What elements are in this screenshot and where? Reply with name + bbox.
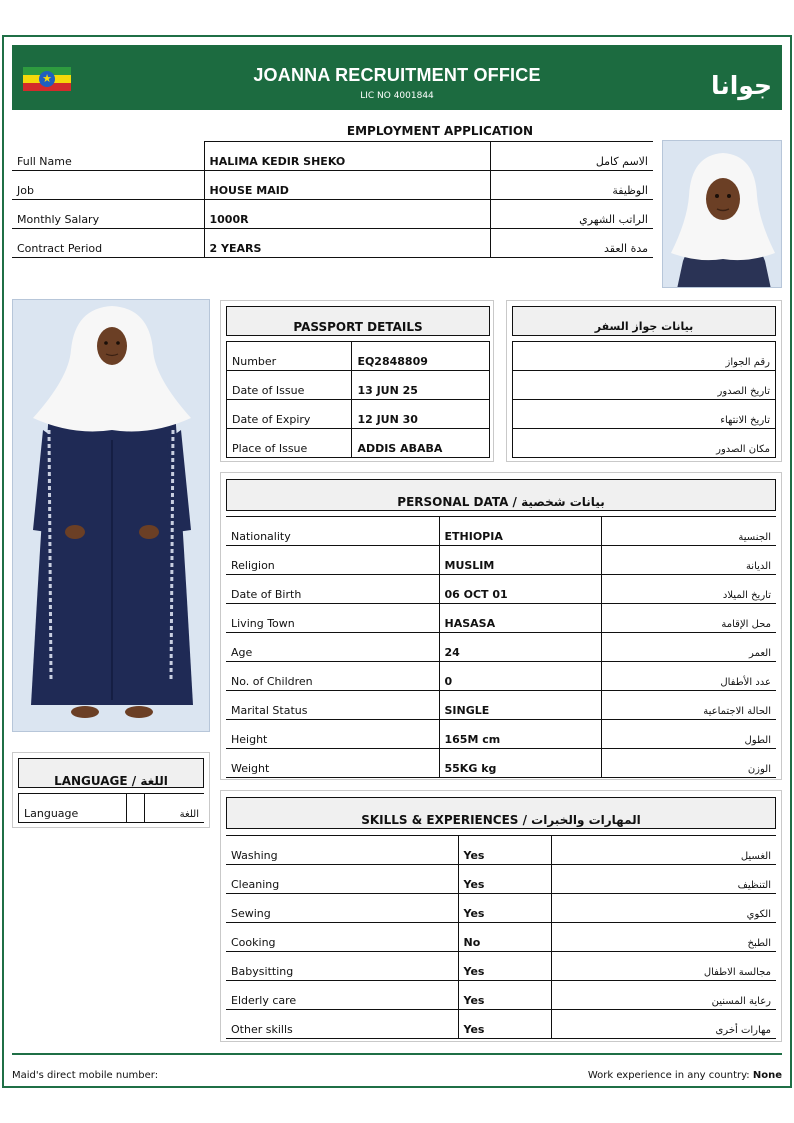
summary-arabic: الوظيفة	[490, 171, 653, 200]
summary-arabic: مدة العقد	[490, 229, 653, 258]
summary-value: HOUSE MAID	[204, 171, 490, 200]
table-row	[12, 200, 653, 229]
passport-arabic-label: رقم الجواز	[513, 342, 776, 371]
skill-arabic: الطبخ	[551, 923, 776, 952]
table-row	[226, 517, 776, 546]
work-experience	[588, 1070, 782, 1081]
skill-value: Yes	[458, 865, 551, 894]
table-row	[227, 429, 490, 458]
language-arabic: اللغة	[144, 794, 204, 823]
skill-label: Other skills	[226, 1010, 458, 1039]
summary-label: Job	[12, 171, 204, 200]
skills-title: SKILLS & EXPERIENCES / المهارات والخبرات	[226, 797, 776, 829]
passport-value: ADDIS ABABA	[352, 429, 490, 458]
skill-label: Washing	[226, 836, 458, 865]
table-row	[227, 342, 490, 371]
table-row	[19, 794, 205, 823]
personal-arabic: الطول	[601, 720, 776, 749]
personal-label: Date of Birth	[226, 575, 439, 604]
personal-label: Living Town	[226, 604, 439, 633]
passport-label: Place of Issue	[227, 429, 352, 458]
personal-label: Marital Status	[226, 691, 439, 720]
personal-value: SINGLE	[439, 691, 601, 720]
summary-label: Contract Period	[12, 229, 204, 258]
language-title: LANGUAGE / اللغة	[18, 758, 204, 788]
table-row	[226, 865, 776, 894]
personal-arabic: عدد الأطفال	[601, 662, 776, 691]
summary-arabic: الاسم كامل	[490, 142, 653, 171]
license-number: LIC NO 4001844	[360, 91, 434, 101]
summary-value: 2 YEARS	[204, 229, 490, 258]
table-row	[226, 952, 776, 981]
skill-arabic: مهارات أخرى	[551, 1010, 776, 1039]
language-value	[126, 794, 144, 823]
passport-value: 12 JUN 30	[352, 400, 490, 429]
table-row	[226, 575, 776, 604]
table-row	[227, 371, 490, 400]
skill-label: Cleaning	[226, 865, 458, 894]
ethiopia-flag-icon: ★	[23, 67, 71, 91]
header-banner	[12, 45, 782, 110]
table-row	[226, 691, 776, 720]
skill-label: Babysitting	[226, 952, 458, 981]
work-experience-label: Work experience in any country:	[587, 1070, 750, 1081]
passport-table	[226, 341, 490, 458]
summary-arabic: الراتب الشهري	[490, 200, 653, 229]
skill-value: Yes	[458, 952, 551, 981]
portrait-photo	[662, 140, 782, 288]
language-label: Language	[19, 794, 127, 823]
language-table	[18, 793, 204, 823]
table-row	[12, 229, 653, 258]
table-row	[513, 371, 776, 400]
table-row	[226, 546, 776, 575]
personal-arabic: العمر	[601, 633, 776, 662]
table-row	[226, 894, 776, 923]
document-title: EMPLOYMENT APPLICATION	[346, 124, 534, 138]
skill-label: Cooking	[226, 923, 458, 952]
skill-arabic: الغسيل	[551, 836, 776, 865]
skill-value: Yes	[458, 894, 551, 923]
footer-divider	[12, 1053, 782, 1055]
office-arabic-name: جوانا	[710, 71, 772, 100]
passport-arabic-label: تاريخ الصدور	[513, 371, 776, 400]
personal-data-table	[226, 516, 776, 778]
summary-label: Monthly Salary	[12, 200, 204, 229]
table-row	[226, 1010, 776, 1039]
skill-value: Yes	[458, 1010, 551, 1039]
skill-value: No	[458, 923, 551, 952]
skill-value: Yes	[458, 981, 551, 1010]
table-row	[226, 604, 776, 633]
personal-arabic: تاريخ الميلاد	[601, 575, 776, 604]
personal-value: 24	[439, 633, 601, 662]
table-row	[226, 836, 776, 865]
skill-arabic: رعاية المسنين	[551, 981, 776, 1010]
personal-value: 06 OCT 01	[439, 575, 601, 604]
mobile-number-label: Maid's direct mobile number:	[12, 1070, 159, 1081]
table-row	[12, 142, 653, 171]
passport-value: EQ2848809	[352, 342, 490, 371]
passport-arabic-table	[512, 341, 776, 458]
table-row	[513, 342, 776, 371]
personal-data-title: PERSONAL DATA / بيانات شخصية	[226, 479, 776, 511]
personal-value: HASASA	[439, 604, 601, 633]
summary-value: 1000R	[204, 200, 490, 229]
personal-arabic: الوزن	[601, 749, 776, 778]
skill-label: Elderly care	[226, 981, 458, 1010]
passport-arabic-title: بيانات جواز السفر	[512, 306, 776, 336]
personal-label: Nationality	[226, 517, 439, 546]
skills-table	[226, 835, 776, 1039]
passport-label: Number	[227, 342, 352, 371]
table-row	[513, 400, 776, 429]
skill-label: Sewing	[226, 894, 458, 923]
personal-arabic: الحالة الاجتماعية	[601, 691, 776, 720]
office-name: JOANNA RECRUITMENT OFFICE	[253, 65, 541, 85]
personal-arabic: الديانة	[601, 546, 776, 575]
personal-label: Weight	[226, 749, 439, 778]
full-body-photo	[12, 299, 210, 732]
personal-label: Age	[226, 633, 439, 662]
personal-label: No. of Children	[226, 662, 439, 691]
passport-arabic-label: مكان الصدور	[513, 429, 776, 458]
summary-value: HALIMA KEDIR SHEKO	[204, 142, 490, 171]
table-row	[226, 720, 776, 749]
skill-arabic: مجالسة الاطفال	[551, 952, 776, 981]
personal-value: MUSLIM	[439, 546, 601, 575]
summary-table	[12, 141, 653, 258]
table-row	[513, 429, 776, 458]
passport-label: Date of Issue	[227, 371, 352, 400]
personal-value: 0	[439, 662, 601, 691]
skill-arabic: الكوي	[551, 894, 776, 923]
personal-arabic: الجنسية	[601, 517, 776, 546]
personal-label: Religion	[226, 546, 439, 575]
passport-label: Date of Expiry	[227, 400, 352, 429]
table-row	[226, 662, 776, 691]
table-row	[12, 171, 653, 200]
passport-title: PASSPORT DETAILS	[226, 306, 490, 336]
passport-arabic-label: تاريخ الانتهاء	[513, 400, 776, 429]
table-row	[226, 749, 776, 778]
skill-value: Yes	[458, 836, 551, 865]
personal-value: 165M cm	[439, 720, 601, 749]
table-row	[226, 981, 776, 1010]
work-experience-value: None	[752, 1070, 782, 1081]
table-row	[226, 923, 776, 952]
personal-value: ETHIOPIA	[439, 517, 601, 546]
skill-arabic: التنظيف	[551, 865, 776, 894]
personal-label: Height	[226, 720, 439, 749]
personal-value: 55KG kg	[439, 749, 601, 778]
personal-arabic: محل الإقامة	[601, 604, 776, 633]
table-row	[227, 400, 490, 429]
passport-value: 13 JUN 25	[352, 371, 490, 400]
table-row	[226, 633, 776, 662]
summary-label: Full Name	[12, 142, 204, 171]
